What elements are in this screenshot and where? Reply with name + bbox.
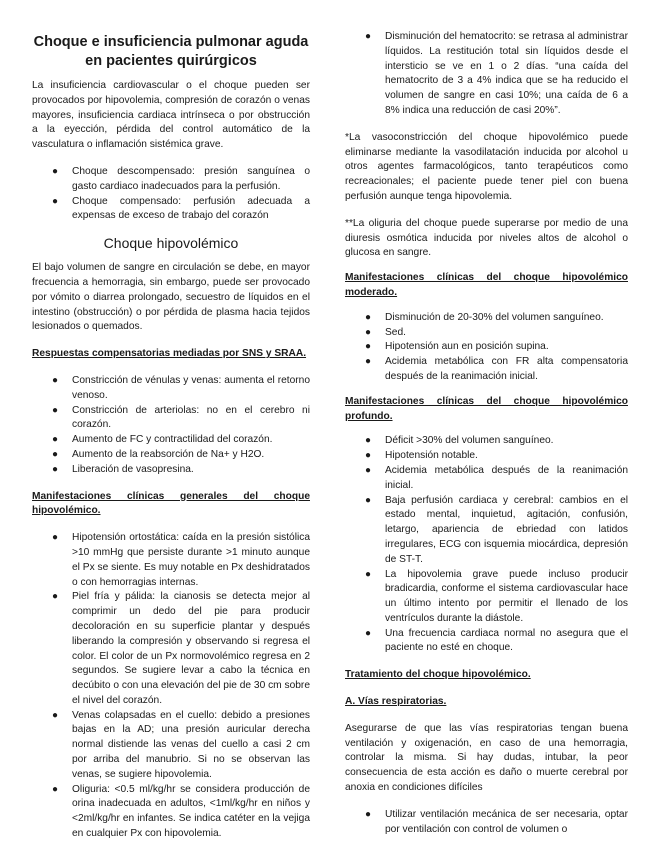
list-item: ● Venas colapsadas en el cuello: debido a presiones bajas en la AD; una presión auricular derecha normal distiende las venas del cuello a casi 2 cm por arriba del manubrio. Si no se observan las venas, se sugiere hipovolemia.: [52, 709, 310, 780]
moderate-list: [345, 311, 628, 385]
list-item: ● Utilizar ventilación mecánica de ser necesaria, optar por ventilación con control de volumen o: [365, 808, 628, 835]
list-item: ● Aumento de la reabsorción de Na+ y H2O.: [32, 448, 310, 463]
bullet-icon: ●: [52, 783, 59, 795]
bullet-icon: ●: [365, 568, 372, 580]
list-item: ● Hipotensión ortostática: caída en la presión sistólica >10 mmHg que persiste durante >1 minuto aunque el Px se siente. Es muy notable en Px deshidratados o con hemorragias internas.: [52, 532, 310, 588]
bullet-icon: ●: [365, 31, 372, 42]
list-item: ● Choque descompensado: presión sanguínea o gasto cardiaco inadecuados para la perfusión.: [52, 165, 310, 192]
hypovolemic-intro: El bajo volumen de sangre en circulación se debe, en mayor frecuencia a hemorragia, sin embargo, puede ser provocado por vómito o diarrea prolongado, secuestro de líquidos en el intestino (obstrucción) o por pérdida de plasma hacia tejidos lesionados o quemados.: [32, 262, 310, 333]
list-item: ● Déficit >30% del volumen sanguíneo.: [345, 434, 628, 449]
airway-list: [345, 808, 628, 838]
list-item: ● Disminución del hematocrito: se retrasa al administrar líquidos. La restitución total sin líquidos desde el intersticio se ve en 1 o 2 días. “una caída del hematocrito de 3 a 4% indica que se ha reducido el volumen de sangre en casi 10%; una caída de 6 a 8% indica una reducción de casi 20%”.: [365, 31, 628, 116]
list-item: ● La hipovolemia grave puede incluso producir bradicardia, conforme el sistema cardiovascular hace un último intento por permitir el llenado de los ventrículos durante la diástole.: [365, 568, 628, 624]
heading-compensatory: Respuestas compensatorias mediadas por SNS y SRAA.: [32, 348, 307, 360]
document-title: Choque e insuficiencia pulmonar aguda en pacientes quirúrgicos: [33, 34, 309, 69]
bullet-icon: ●: [52, 165, 59, 177]
bullet-icon: ●: [365, 311, 372, 323]
list-item: ● Baja perfusión cardiaca y cerebral: cambios en el estado mental, inquietud, agitación, confusión, letargo, apariencia de ebriedad con latidos irregulares, ECG con isquemia miocárdica, depresión de ST-T.: [365, 494, 628, 565]
bullet-icon: ●: [365, 627, 372, 639]
compensatory-list: [32, 374, 310, 478]
bullet-icon: ●: [52, 463, 59, 475]
left-column: [32, 0, 310, 842]
heading-treatment: Tratamiento del choque hipovolémico.: [345, 669, 531, 681]
list-item: ● Piel fría y pálida: la cianosis se detecta mejor al comprimir un dedo del pie para producir decoloración en su superficie plantar y después liberando la compresión y observando si regresa el color. El color de un Px normovolémico regresa en 2 segundos. Se sugiere levar a cabo la técnica en decúbito o con una elevación del pie de 30 cm sobre el nivel del corazón.: [52, 591, 310, 706]
list-item: ● Aumento de FC y contractilidad del corazón.: [32, 433, 310, 448]
airway-paragraph: Asegurarse de que las vías respiratorias tengan buena ventilación y oxigenación, en caso de una hemorragia, controlar la misma. Si hay dudas, intubar, la peor consecuencia de esta acción es daño o muerte cerebral por anoxia en condiciones difíciles: [345, 722, 628, 794]
list-item: ● Hipotensión notable.: [345, 449, 628, 464]
bullet-icon: ●: [52, 195, 59, 207]
bullet-icon: ●: [365, 494, 372, 506]
heading-moderate: Manifestaciones clínicas del choque hipovolémico moderado.: [345, 272, 628, 298]
bullet-icon: ●: [365, 356, 372, 368]
hematocrit-list: [345, 30, 628, 119]
bullet-icon: ●: [52, 532, 59, 544]
list-item: ● Una frecuencia cardiaca normal no asegura que el paciente no esté en choque.: [365, 627, 628, 654]
intro-paragraph: La insuficiencia cardiovascular o el choque pueden ser provocados por hipovolemia, compresión de corazón o venas mayores, insuficiencia cardiaca intrínseca o por obstrucción a la eyección, pérdida del control automático de la vasculatura o inflamación sistémica grave.: [32, 80, 310, 151]
right-column: [345, 30, 628, 837]
bullet-icon: ●: [52, 374, 59, 386]
bullet-icon: ●: [52, 434, 59, 446]
section-title-hypovolemic: Choque hipovolémico: [103, 235, 239, 252]
general-manifestations-list: [32, 531, 310, 842]
note-oliguria: **La oliguria del choque puede superarse por medio de una diuresis osmótica inducida por niveles altos de alcohol o glucosa en sangre.: [345, 217, 628, 259]
heading-general-manifestations: Manifestaciones clínicas generales del choque hipovolémico.: [32, 490, 310, 517]
list-item: ● Liberación de vasopresina.: [32, 463, 310, 478]
bullet-icon: ●: [365, 435, 372, 447]
deep-list: [345, 434, 628, 656]
list-item: ● Constricción de vénulas y venas: aumenta el retorno venoso.: [52, 374, 310, 401]
bullet-icon: ●: [365, 341, 372, 353]
list-item: ● Hipotensión aun en posición supina.: [345, 340, 628, 355]
list-item: ● Choque compensado: perfusión adecuada a expensas de exceso de trabajo del corazón: [52, 195, 310, 222]
bullet-icon: ●: [365, 808, 372, 820]
bullet-icon: ●: [365, 450, 372, 462]
list-item: ● Sed.: [345, 326, 628, 341]
list-item: ● Acidemia metabólica con FR alta compensatoria después de la reanimación inicial.: [365, 356, 628, 382]
bullet-icon: ●: [52, 591, 59, 603]
heading-airway: A. Vías respiratorias.: [345, 696, 447, 708]
bullet-icon: ●: [52, 404, 59, 416]
note-vasoconstriction: *La vasoconstricción del choque hipovolémico puede eliminarse mediante la vasodilatación inducida por alcohol u otros agentes farmacológicos, tanto terapéuticos como recreacionales; el paciente puede tener piel con buena perfusión aunque tenga hipovolemia.: [345, 131, 628, 202]
list-item: ● Oliguria: <0.5 ml/kg/hr se considera producción de orina inadecuada en adultos, <1ml/kg/hr en niños y <2ml/kg/hr en infantes. Se indica catéter en la vejiga en cualquier Px con hipovolemia.: [52, 783, 310, 840]
bullet-icon: ●: [52, 448, 59, 460]
heading-deep: Manifestaciones clínicas del choque hipovolémico profundo.: [345, 395, 628, 422]
bullet-icon: ●: [365, 464, 372, 476]
list-item: ● Constricción de arteriolas: no en el cerebro ni corazón.: [52, 404, 310, 431]
list-item: ● Disminución de 20-30% del volumen sanguíneo.: [345, 311, 628, 326]
shock-types-list: [32, 165, 310, 224]
bullet-icon: ●: [365, 326, 372, 338]
list-item: ● Acidemia metabólica después de la reanimación inicial.: [365, 464, 628, 491]
bullet-icon: ●: [52, 709, 59, 721]
